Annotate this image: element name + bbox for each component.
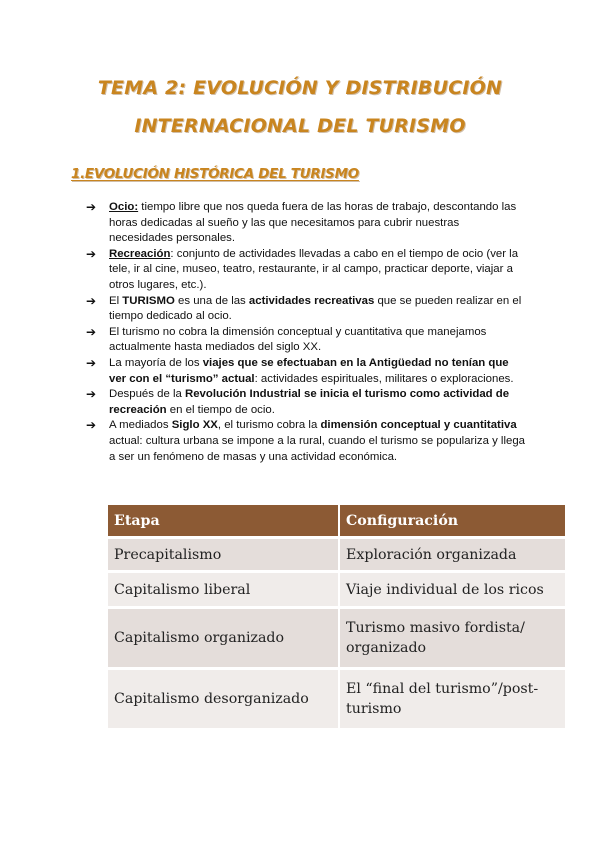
arrow-icon: ➔ — [86, 293, 97, 308]
text: La mayoría de los — [109, 356, 203, 369]
list-item — [85, 200, 525, 247]
table-cell: Exploración organizada — [339, 538, 565, 572]
bold-text: Siglo XX — [171, 419, 218, 432]
table-row — [108, 608, 565, 669]
page-title-line-1: TEMA 2: EVOLUCIÓN Y DISTRIBUCIÓN — [97, 77, 503, 99]
bold-text: viajes que se efectuaban en la Antigüedad no tenían que ver con el “turismo” actual — [109, 356, 509, 385]
list-item — [85, 418, 525, 465]
column-header-etapa: Etapa — [108, 505, 339, 538]
definition: tiempo libre que nos queda fuera de las horas de trabajo, descontando las horas dedicadas al sueño y las que necesitamos para cubrir nuestras necesidades personales. — [109, 201, 517, 245]
bold-text: actividades recreativas — [248, 294, 375, 307]
list-item — [85, 356, 525, 387]
bullet-list — [85, 200, 525, 465]
arrow-icon: ➔ — [86, 355, 97, 370]
arrow-icon: ➔ — [86, 200, 97, 214]
text: es una de las — [174, 294, 249, 307]
section-heading: 1.EVOLUCIÓN HISTÓRICA DEL TURISMO — [71, 166, 359, 182]
text: actual: cultura urbana se impone a la rural, cuando el turismo se populariza y llega a ser un fenómeno de masas y una actividad económica. — [109, 434, 525, 463]
table-row — [108, 538, 565, 572]
text: , el turismo cobra la — [217, 419, 321, 432]
page-title-line-2: INTERNACIONAL DEL TURISMO — [134, 115, 466, 137]
text: que se pueden realizar en el tiempo dedicado al ocio. — [109, 294, 522, 323]
table-cell: Viaje individual de los ricos — [339, 572, 565, 608]
table-cell: Capitalismo liberal — [108, 572, 339, 608]
bold-text: TURISMO — [122, 294, 175, 307]
text: A mediados — [109, 419, 172, 432]
bold-text: Revolución Industrial se inicia el turismo como actividad de recreación — [109, 388, 510, 416]
text: El turismo no cobra la dimensión conceptual y cuantitativa que manejamos actualmente hasta mediados del siglo XX. — [109, 325, 487, 354]
table-cell: El “final del turismo”/post-turismo — [339, 669, 565, 729]
arrow-icon: ➔ — [86, 246, 97, 261]
term: Ocio: — [109, 201, 139, 213]
list-item — [85, 294, 525, 325]
text: El — [109, 294, 123, 307]
list-item — [85, 325, 525, 356]
arrow-icon: ➔ — [86, 418, 97, 433]
table-cell: Capitalismo organizado — [108, 608, 339, 669]
list-item — [85, 387, 525, 418]
table-cell: Turismo masivo fordista/ organizado — [339, 608, 565, 669]
text: : actividades espirituales, militares o exploraciones. — [254, 372, 514, 385]
text: Después de la — [109, 388, 185, 401]
table-cell: Capitalismo desorganizado — [108, 669, 339, 729]
table-header-row — [108, 505, 565, 538]
definition: : conjunto de actividades llevadas a cabo en el tiempo de ocio (ver la tele, ir al cine, museo, teatro, restaurante, ir al campo, practicar deporte, viajar a otros lugares, etc.). — [109, 247, 519, 291]
table-cell: Precapitalismo — [108, 538, 339, 572]
column-header-configuracion: Configuración — [339, 505, 565, 538]
arrow-icon: ➔ — [86, 387, 97, 402]
term: Recreación — [109, 247, 171, 260]
bold-text: dimensión conceptual y cuantitativa — [320, 419, 517, 432]
list-item — [85, 247, 525, 294]
table-row — [108, 572, 565, 608]
text: en el tiempo de ocio. — [166, 403, 275, 416]
stages-table — [108, 505, 565, 728]
arrow-icon: ➔ — [86, 324, 97, 339]
table-row — [108, 669, 565, 729]
